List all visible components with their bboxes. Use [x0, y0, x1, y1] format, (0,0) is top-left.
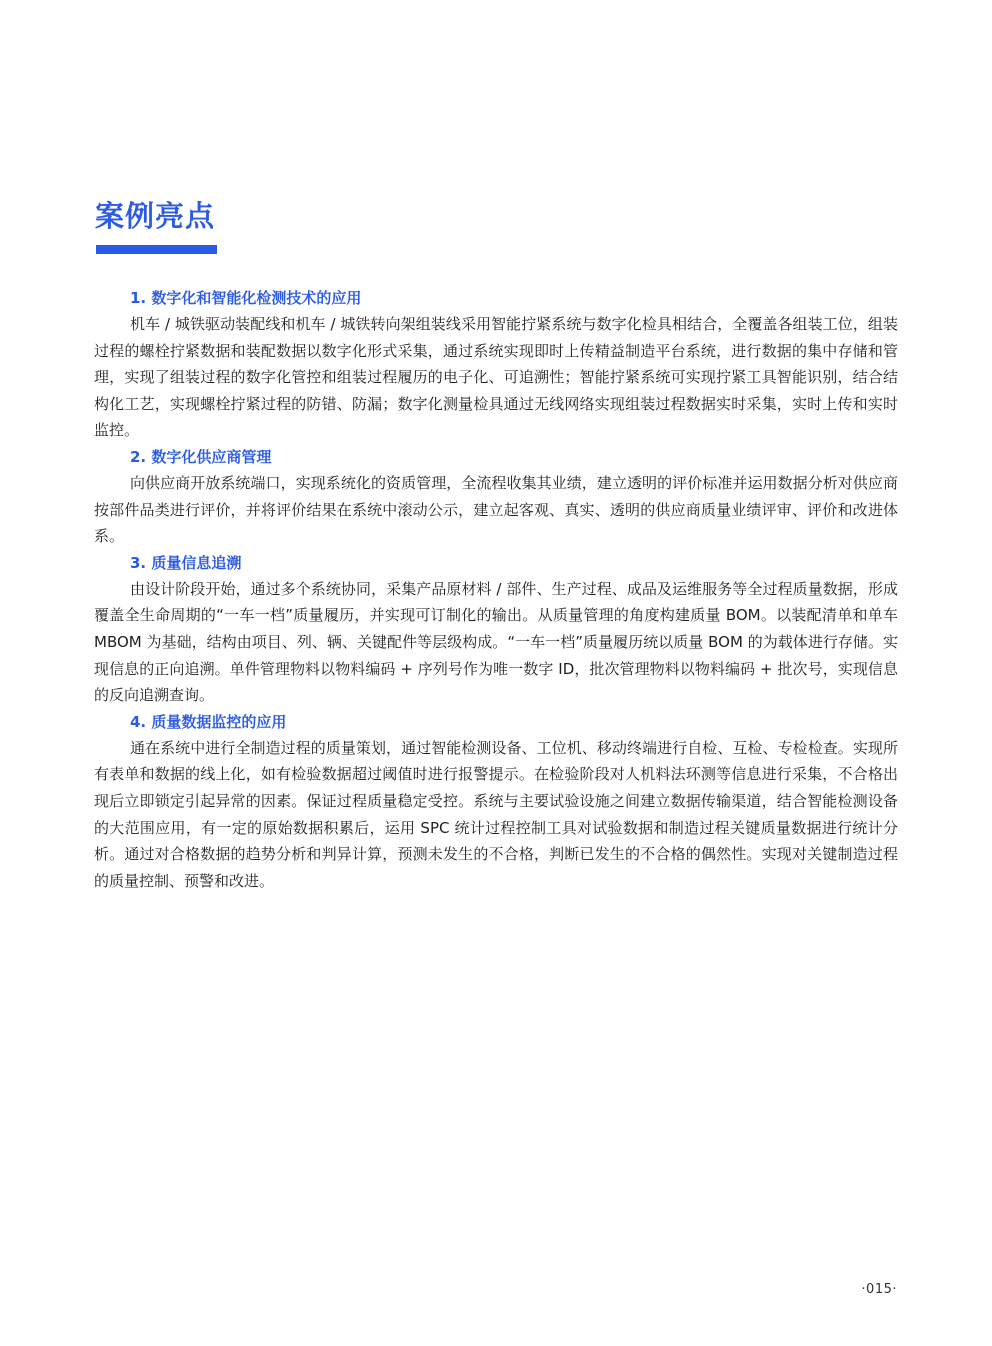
- page-number: ·015·: [861, 1282, 897, 1297]
- section-body-1: 机车 / 城铁驱动装配线和机车 / 城铁转向架组装线采用智能拧紧系统与数字化检具相结合，全覆盖各组装工位，组装过程的螺栓拧紧数据和装配数据以数字化形式采集，通过系统实现即时上传精益制造平台系统，进行数据的集中存储和管理，实现了组装过程的数字化管控和组装过程履历的电子化、可追溯性；智能拧紧系统可实现拧紧工具智能识别，结合结构化工艺，实现螺栓拧紧过程的防错、防漏；数字化测量检具通过无线网络实现组装过程数据实时采集，实时上传和实时监控。: [94, 315, 898, 440]
- section-heading-1: 1. 数字化和智能化检测技术的应用: [130, 289, 362, 307]
- page-title: 案例亮点: [95, 199, 216, 233]
- article-content: [94, 285, 898, 894]
- section-body-3: 由设计阶段开始，通过多个系统协同，采集产品原材料 / 部件、生产过程、成品及运维服务等全过程质量数据，形成覆盖全生命周期的“一车一档”质量履历，并实现可订制化的输出。从质量管理的角度构建质量 BOM。以装配清单和单车 MBOM 为基础，结构由项目、列、辆、关键配件等层级构成。“一车一档”质量履历统以质量 BOM 的为载体进行存储。实现信息的正向追溯。单件管理物料以物料编码 + 序列号作为唯一数字 ID，批次管理物料以物料编码 + 批次号，实现信息的反向追溯查询。: [94, 579, 898, 705]
- section-body-2: 向供应商开放系统端口，实现系统化的资质管理，全流程收集其业绩，建立透明的评价标准并运用数据分析对供应商按部件品类进行评价，并将评价结果在系统中滚动公示，建立起客观、真实、透明的供应商质量业绩评审、评价和改进体系。: [94, 473, 898, 546]
- section-heading-4: 4. 质量数据监控的应用: [130, 712, 287, 731]
- title-underline-bar: [96, 245, 217, 254]
- section-heading-3: 3. 质量信息追溯: [130, 553, 242, 572]
- section-heading-2: 2. 数字化供应商管理: [130, 447, 272, 466]
- section-body-4: 通在系统中进行全制造过程的质量策划，通过智能检测设备、工位机、移动终端进行自检、互检、专检检查。实现所有表单和数据的线上化，如有检验数据超过阈值时进行报警提示。在检验阶段对人机料法环测等信息进行采集，不合格出现后立即锁定引起异常的因素。保证过程质量稳定受控。系统与主要试验设施之间建立数据传输渠道，结合智能检测设备的大范围应用，有一定的原始数据积累后，运用 SPC 统计过程控制工具对试验数据和制造过程关键质量数据进行统计分析。通过对合格数据的趋势分析和判异计算，预测未发生的不合格，判断已发生的不合格的偶然性。实现对关键制造过程的质量控制、预警和改进。: [94, 738, 898, 890]
